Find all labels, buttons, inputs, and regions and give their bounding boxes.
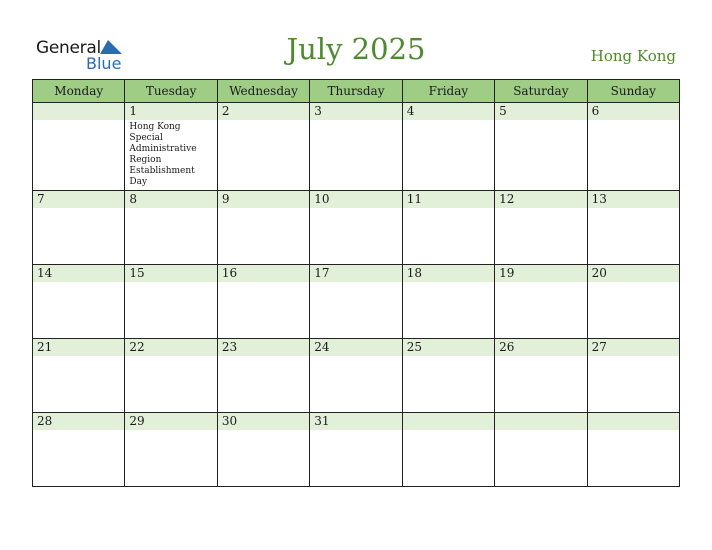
- day-number: 1: [125, 103, 216, 120]
- day-cell[interactable]: [310, 265, 402, 339]
- calendar-title: July 2025: [286, 32, 426, 66]
- day-number: 21: [33, 339, 124, 356]
- day-cell[interactable]: [125, 103, 217, 191]
- day-number: 17: [310, 265, 401, 282]
- day-number: 7: [33, 191, 124, 208]
- logo-blue-text: Blue: [86, 54, 122, 73]
- day-cell[interactable]: [588, 265, 680, 339]
- day-number: [33, 103, 124, 120]
- day-number: 25: [403, 339, 494, 356]
- weekday-header-tuesday: Tuesday: [125, 80, 217, 103]
- day-cell[interactable]: [33, 413, 125, 487]
- day-number: 23: [218, 339, 309, 356]
- day-number: [588, 413, 679, 430]
- day-cell[interactable]: [495, 413, 587, 487]
- day-number: 13: [588, 191, 679, 208]
- day-number: 27: [588, 339, 679, 356]
- logo-general-text: General: [36, 38, 101, 58]
- day-cell[interactable]: [403, 265, 495, 339]
- day-number: 10: [310, 191, 401, 208]
- weekday-header-sunday: Sunday: [588, 80, 680, 103]
- day-cell[interactable]: [33, 339, 125, 413]
- day-number: 16: [218, 265, 309, 282]
- day-cell[interactable]: [495, 103, 587, 191]
- day-number: 22: [125, 339, 216, 356]
- day-cell[interactable]: [495, 265, 587, 339]
- day-cell[interactable]: [310, 103, 402, 191]
- weekday-header-saturday: Saturday: [495, 80, 587, 103]
- day-number: 15: [125, 265, 216, 282]
- day-cell[interactable]: [403, 191, 495, 265]
- day-cell[interactable]: [310, 413, 402, 487]
- day-cell[interactable]: [588, 339, 680, 413]
- day-number: 24: [310, 339, 401, 356]
- day-number: 31: [310, 413, 401, 430]
- day-number: 12: [495, 191, 586, 208]
- weekday-header-friday: Friday: [403, 80, 495, 103]
- day-cell[interactable]: [218, 413, 310, 487]
- weekday-header-thursday: Thursday: [310, 80, 402, 103]
- day-number: 30: [218, 413, 309, 430]
- day-cell[interactable]: [33, 191, 125, 265]
- day-number: 26: [495, 339, 586, 356]
- day-cell[interactable]: [495, 191, 587, 265]
- day-cell[interactable]: [403, 103, 495, 191]
- day-number: 14: [33, 265, 124, 282]
- day-cell[interactable]: [218, 265, 310, 339]
- day-cell[interactable]: [588, 413, 680, 487]
- weekday-header-wednesday: Wednesday: [218, 80, 310, 103]
- day-number: 3: [310, 103, 401, 120]
- day-number: 19: [495, 265, 586, 282]
- day-cell[interactable]: [310, 191, 402, 265]
- region-label: Hong Kong: [590, 47, 676, 65]
- day-cell[interactable]: [218, 103, 310, 191]
- day-cell[interactable]: [33, 103, 125, 191]
- day-cell[interactable]: [125, 339, 217, 413]
- day-number: 8: [125, 191, 216, 208]
- day-cell[interactable]: [125, 265, 217, 339]
- day-number: 18: [403, 265, 494, 282]
- day-cell[interactable]: [588, 191, 680, 265]
- day-cell[interactable]: [403, 339, 495, 413]
- day-cell[interactable]: [33, 265, 125, 339]
- day-cell[interactable]: [125, 413, 217, 487]
- weekday-header-monday: Monday: [33, 80, 125, 103]
- day-number: 11: [403, 191, 494, 208]
- day-number: 9: [218, 191, 309, 208]
- day-number: [403, 413, 494, 430]
- calendar-grid: [32, 79, 680, 487]
- day-cell[interactable]: [218, 339, 310, 413]
- day-cell[interactable]: [125, 191, 217, 265]
- day-cell[interactable]: [218, 191, 310, 265]
- day-cell[interactable]: [588, 103, 680, 191]
- day-number: 4: [403, 103, 494, 120]
- day-number: 20: [588, 265, 679, 282]
- day-cell[interactable]: [495, 339, 587, 413]
- day-number: 28: [33, 413, 124, 430]
- day-number: 5: [495, 103, 586, 120]
- day-number: [495, 413, 586, 430]
- holiday-label: Hong Kong Special Administrative Region Establishment Day: [129, 122, 197, 187]
- day-cell[interactable]: [403, 413, 495, 487]
- day-number: 29: [125, 413, 216, 430]
- day-number: 6: [588, 103, 679, 120]
- day-cell[interactable]: [310, 339, 402, 413]
- day-number: 2: [218, 103, 309, 120]
